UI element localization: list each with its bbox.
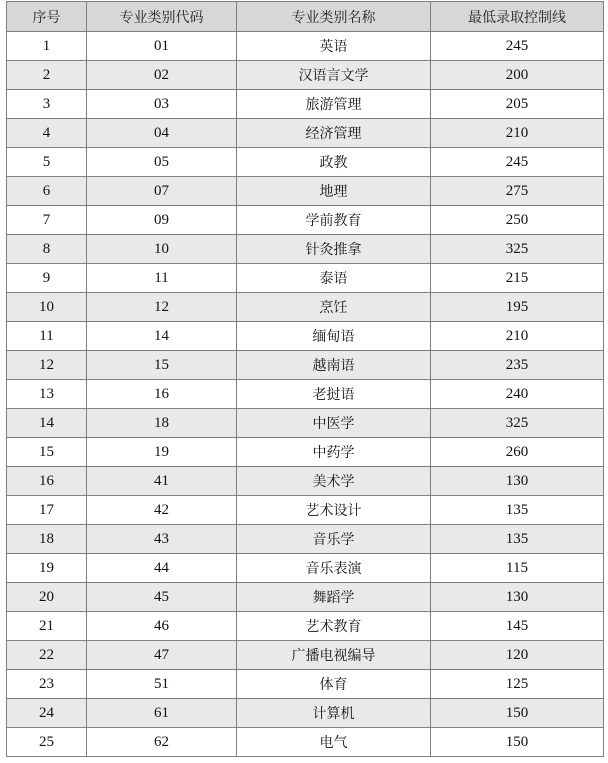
cell-category-name: 旅游管理 [237, 90, 431, 119]
cell-min-score: 245 [431, 148, 604, 177]
cell-index: 5 [7, 148, 87, 177]
table-header [7, 2, 604, 32]
header-category-name: 专业类别名称 [237, 2, 431, 32]
header-row [7, 2, 604, 32]
table-row [7, 438, 604, 467]
cell-category-name: 音乐学 [237, 525, 431, 554]
cell-category-name: 艺术教育 [237, 612, 431, 641]
cell-category-name: 中药学 [237, 438, 431, 467]
table-row [7, 351, 604, 380]
cell-index: 11 [7, 322, 87, 351]
cell-category-name: 学前教育 [237, 206, 431, 235]
cell-category-code: 44 [87, 554, 237, 583]
cell-category-name: 音乐表演 [237, 554, 431, 583]
table-row [7, 380, 604, 409]
cell-min-score: 210 [431, 322, 604, 351]
cell-category-code: 42 [87, 496, 237, 525]
cell-index: 3 [7, 90, 87, 119]
cell-category-name: 泰语 [237, 264, 431, 293]
cell-index: 9 [7, 264, 87, 293]
cell-category-name: 电气 [237, 728, 431, 757]
cell-min-score: 275 [431, 177, 604, 206]
table-body [7, 32, 604, 757]
cell-min-score: 250 [431, 206, 604, 235]
table-row [7, 467, 604, 496]
table-row [7, 496, 604, 525]
cell-min-score: 130 [431, 583, 604, 612]
cell-category-name: 舞蹈学 [237, 583, 431, 612]
cell-index: 20 [7, 583, 87, 612]
table-row [7, 728, 604, 757]
cell-index: 15 [7, 438, 87, 467]
table-row [7, 177, 604, 206]
admission-score-table-container [6, 1, 603, 757]
table-row [7, 670, 604, 699]
table-row [7, 235, 604, 264]
cell-min-score: 210 [431, 119, 604, 148]
cell-category-name: 广播电视编导 [237, 641, 431, 670]
cell-index: 14 [7, 409, 87, 438]
table-row [7, 119, 604, 148]
cell-min-score: 150 [431, 699, 604, 728]
cell-min-score: 135 [431, 525, 604, 554]
cell-category-code: 46 [87, 612, 237, 641]
cell-index: 4 [7, 119, 87, 148]
table-row [7, 554, 604, 583]
cell-min-score: 195 [431, 293, 604, 322]
cell-min-score: 205 [431, 90, 604, 119]
cell-min-score: 115 [431, 554, 604, 583]
cell-category-code: 04 [87, 119, 237, 148]
table-row [7, 90, 604, 119]
cell-category-name: 越南语 [237, 351, 431, 380]
cell-category-code: 45 [87, 583, 237, 612]
cell-category-code: 62 [87, 728, 237, 757]
cell-category-code: 61 [87, 699, 237, 728]
cell-category-code: 43 [87, 525, 237, 554]
cell-category-name: 针灸推拿 [237, 235, 431, 264]
table-row [7, 148, 604, 177]
cell-min-score: 145 [431, 612, 604, 641]
cell-min-score: 240 [431, 380, 604, 409]
cell-index: 1 [7, 32, 87, 61]
table-row [7, 583, 604, 612]
cell-category-name: 计算机 [237, 699, 431, 728]
cell-index: 22 [7, 641, 87, 670]
cell-category-code: 07 [87, 177, 237, 206]
header-min-score: 最低录取控制线 [431, 2, 604, 32]
cell-index: 7 [7, 206, 87, 235]
cell-category-code: 05 [87, 148, 237, 177]
cell-index: 17 [7, 496, 87, 525]
admission-score-table [6, 1, 604, 757]
cell-category-code: 18 [87, 409, 237, 438]
cell-category-code: 14 [87, 322, 237, 351]
cell-category-code: 12 [87, 293, 237, 322]
cell-index: 13 [7, 380, 87, 409]
cell-index: 18 [7, 525, 87, 554]
cell-category-name: 经济管理 [237, 119, 431, 148]
cell-index: 23 [7, 670, 87, 699]
cell-category-code: 51 [87, 670, 237, 699]
cell-index: 24 [7, 699, 87, 728]
cell-index: 12 [7, 351, 87, 380]
header-category-code: 专业类别代码 [87, 2, 237, 32]
cell-category-name: 地理 [237, 177, 431, 206]
cell-min-score: 135 [431, 496, 604, 525]
cell-category-code: 47 [87, 641, 237, 670]
table-row [7, 61, 604, 90]
cell-category-code: 19 [87, 438, 237, 467]
table-row [7, 322, 604, 351]
cell-min-score: 200 [431, 61, 604, 90]
table-row [7, 206, 604, 235]
cell-category-name: 缅甸语 [237, 322, 431, 351]
cell-min-score: 325 [431, 235, 604, 264]
cell-category-name: 体育 [237, 670, 431, 699]
cell-category-code: 41 [87, 467, 237, 496]
cell-category-name: 艺术设计 [237, 496, 431, 525]
cell-index: 21 [7, 612, 87, 641]
cell-index: 2 [7, 61, 87, 90]
cell-category-code: 11 [87, 264, 237, 293]
cell-category-code: 15 [87, 351, 237, 380]
cell-category-name: 政教 [237, 148, 431, 177]
table-row [7, 612, 604, 641]
cell-index: 25 [7, 728, 87, 757]
cell-index: 10 [7, 293, 87, 322]
cell-category-name: 英语 [237, 32, 431, 61]
cell-category-code: 03 [87, 90, 237, 119]
cell-category-code: 09 [87, 206, 237, 235]
cell-category-code: 10 [87, 235, 237, 264]
cell-min-score: 325 [431, 409, 604, 438]
cell-category-name: 美术学 [237, 467, 431, 496]
cell-category-name: 中医学 [237, 409, 431, 438]
header-index: 序号 [7, 2, 87, 32]
cell-category-name: 汉语言文学 [237, 61, 431, 90]
cell-min-score: 260 [431, 438, 604, 467]
cell-min-score: 125 [431, 670, 604, 699]
table-row [7, 32, 604, 61]
cell-category-code: 02 [87, 61, 237, 90]
table-row [7, 641, 604, 670]
cell-min-score: 120 [431, 641, 604, 670]
cell-min-score: 235 [431, 351, 604, 380]
cell-category-name: 老挝语 [237, 380, 431, 409]
cell-index: 6 [7, 177, 87, 206]
cell-category-name: 烹饪 [237, 293, 431, 322]
table-row [7, 264, 604, 293]
cell-min-score: 130 [431, 467, 604, 496]
cell-category-code: 01 [87, 32, 237, 61]
cell-min-score: 215 [431, 264, 604, 293]
cell-min-score: 150 [431, 728, 604, 757]
cell-category-code: 16 [87, 380, 237, 409]
table-row [7, 409, 604, 438]
cell-index: 19 [7, 554, 87, 583]
cell-min-score: 245 [431, 32, 604, 61]
table-row [7, 525, 604, 554]
table-row [7, 293, 604, 322]
table-row [7, 699, 604, 728]
cell-index: 8 [7, 235, 87, 264]
cell-index: 16 [7, 467, 87, 496]
